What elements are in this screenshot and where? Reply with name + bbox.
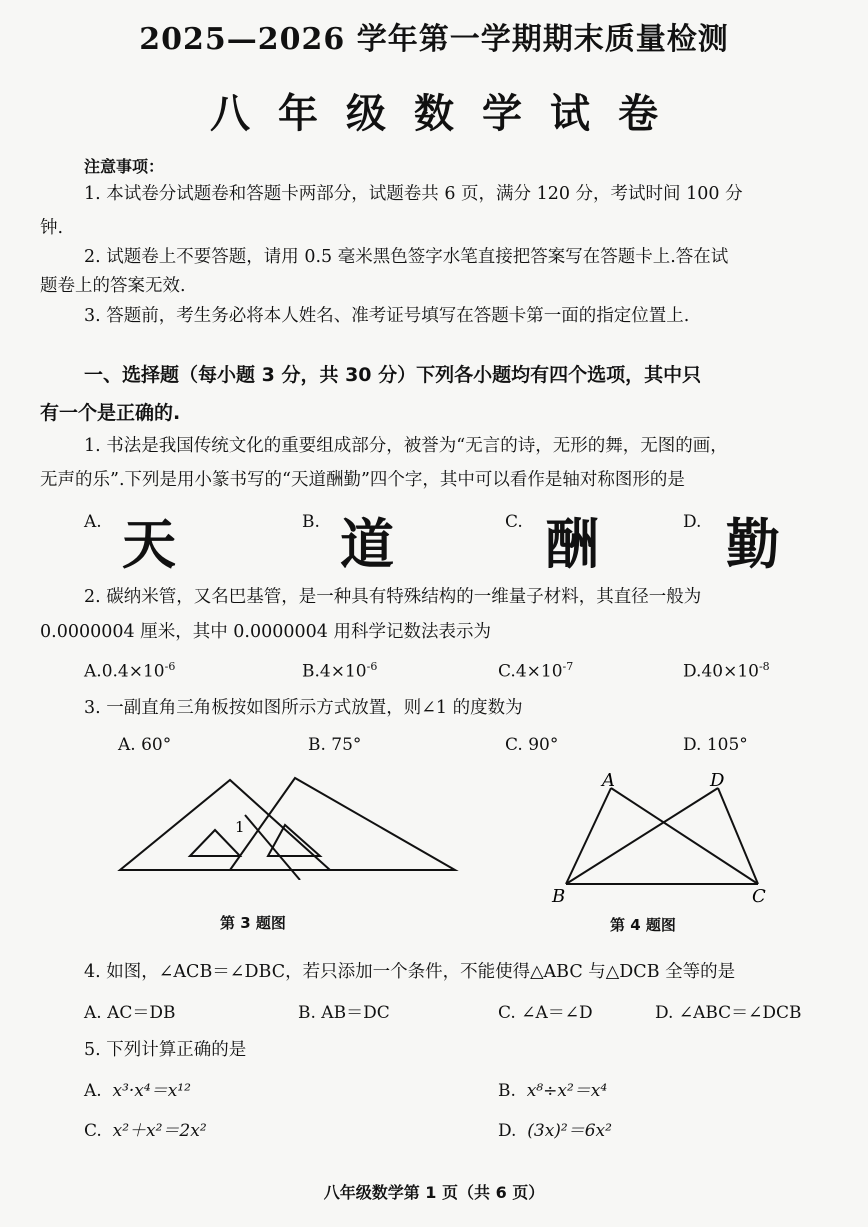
q3-option-c: C. 90°: [505, 735, 559, 755]
triangle-small-left: [190, 830, 240, 856]
q2-option-c: $C.4\times 10^{-7}$: [498, 660, 574, 682]
q1-option-label: C.: [505, 512, 523, 532]
section-heading-cont: 有一个是正确的.: [40, 402, 181, 424]
note-line: 题卷上的答案无效.: [40, 276, 186, 296]
exam-title: 2025—2026 学年第一学期期末质量检测: [139, 22, 729, 57]
q1-option-label: D.: [683, 512, 702, 532]
q4-option-b: B. AB＝DC: [298, 1003, 390, 1023]
q4-option-d: D. ∠ABC＝∠DCB: [655, 1003, 802, 1023]
q1-option-label: B.: [302, 512, 320, 532]
q4-figure: [546, 766, 786, 908]
q3-option-b: B. 75°: [308, 735, 362, 755]
notes-heading: 注意事项：: [84, 157, 165, 176]
q4-option-a: A. AC＝DB: [84, 1003, 176, 1023]
q4-caption: 第 4 题图: [610, 916, 676, 934]
q1-text: 无声的乐”.下列是用小篆书写的“天道酬勤”四个字，其中可以看作是轴对称图形的是: [40, 470, 685, 490]
q2-option-b: $B.4\times 10^{-6}$: [302, 660, 378, 682]
segment-ac: [611, 788, 758, 884]
q3-option-d: D. 105°: [683, 735, 748, 755]
q2-option-a: $A.0.4\times 10^{-6}$: [84, 660, 176, 682]
point-d-label: D: [710, 770, 725, 791]
seal-script-tian: 天: [122, 513, 176, 576]
point-c-label: C: [752, 886, 766, 907]
q4-option-c: C. ∠A＝∠D: [498, 1003, 593, 1023]
note-line: 钟.: [40, 218, 64, 238]
note-line: 3. 答题前，考生务必将本人姓名、准考证号填写在答题卡第一面的指定位置上.: [84, 306, 690, 326]
q3-caption: 第 3 题图: [220, 914, 286, 932]
q1-text: 1. 书法是我国传统文化的重要组成部分，被誉为“无言的诗，无形的舞，无图的画，: [84, 436, 728, 456]
note-line: 2. 试题卷上不要答题，请用 0.5 毫米黑色签字水笔直接把答案写在答题卡上.答在试: [84, 247, 729, 267]
q2-option-d: $D.40\times 10^{-8}$: [683, 660, 770, 682]
point-b-label: B: [552, 886, 566, 907]
q5-option-a: A. x³·x⁴＝x¹²: [84, 1081, 191, 1101]
q5-text: 5. 下列计算正确的是: [84, 1040, 247, 1060]
point-a-label: A: [602, 770, 615, 791]
section-heading: 一、选择题（每小题 3 分，共 30 分）下列各小题均有四个选项，其中只: [84, 364, 702, 386]
q2-text: 2. 碳纳米管，又名巴基管，是一种具有特殊结构的一维量子材料，其直径一般为: [84, 587, 702, 607]
q5-option-c: C. x²＋x²＝2x²: [84, 1121, 207, 1141]
angle-1-label: 1: [235, 818, 245, 836]
seal-script-dao: 道: [340, 513, 394, 576]
q3-option-a: A. 60°: [118, 735, 172, 755]
q3-text: 3. 一副直角三角板按如图所示方式放置，则∠1 的度数为: [84, 698, 523, 718]
exam-subtitle: 八年级数学试卷: [210, 90, 686, 137]
seal-script-chou: 酬: [545, 513, 599, 576]
triangle-large-right: [230, 778, 455, 870]
q5-option-b: B. x⁸÷x²＝x⁴: [498, 1081, 608, 1101]
q4-text: 4. 如图，∠ACB＝∠DBC，若只添加一个条件，不能使得△ABC 与△DCB 全等的是: [84, 962, 736, 982]
q1-option-label: A.: [84, 512, 102, 532]
page-footer: 八年级数学第 1 页（共 6 页）: [323, 1183, 545, 1202]
q2-text: 0.0000004 厘米，其中 0.0000004 用科学记数法表示为: [40, 622, 491, 642]
segment-dc: [718, 788, 758, 884]
seal-script-qin: 勤: [726, 513, 780, 576]
q5-option-d: D. (3x)²＝6x²: [498, 1121, 612, 1141]
q3-figure: [110, 770, 470, 880]
note-line: 1. 本试卷分试题卷和答题卡两部分，试题卷共 6 页，满分 120 分，考试时间 100 分: [84, 184, 743, 204]
